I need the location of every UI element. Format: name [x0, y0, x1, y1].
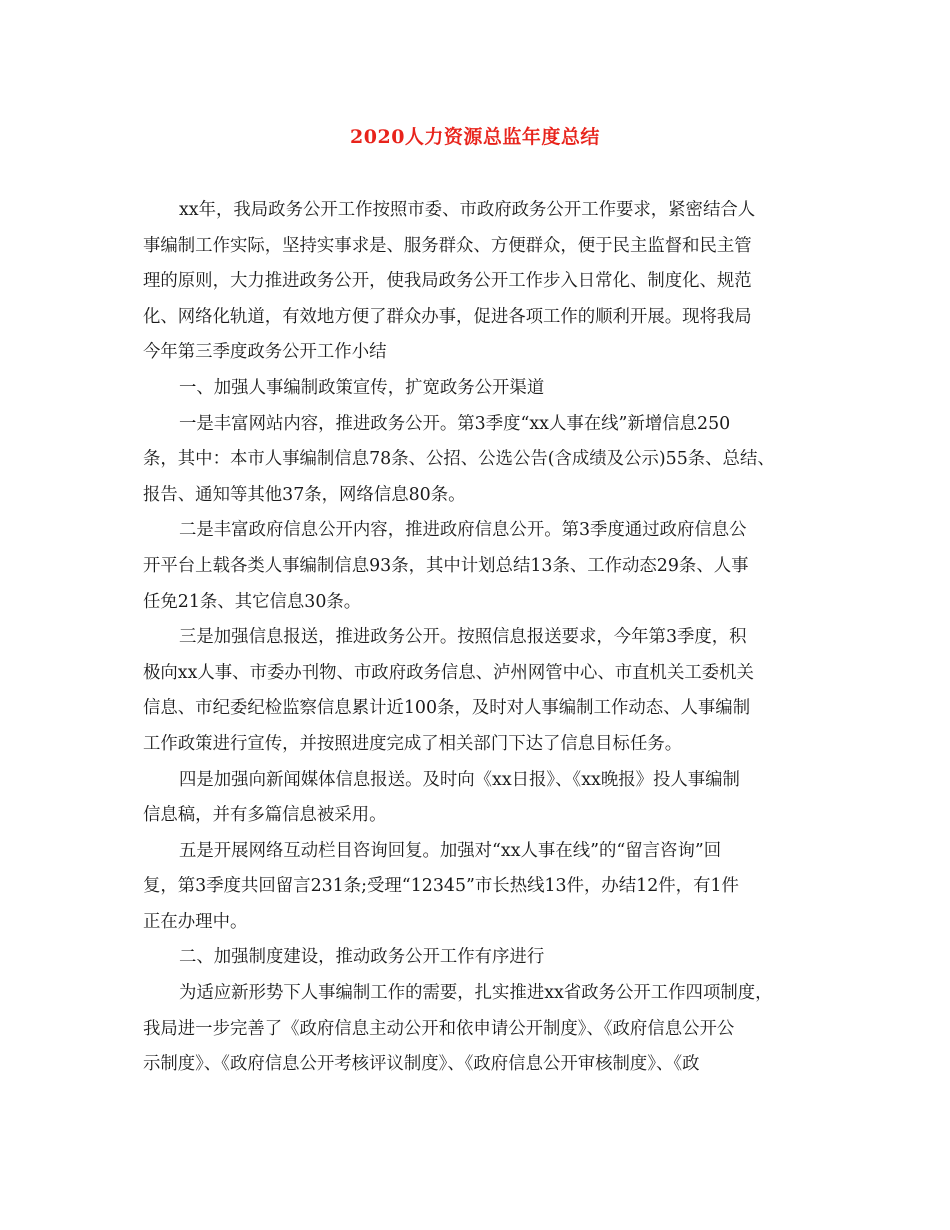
paragraph-line: 信息稿，并有多篇信息被采用。 — [143, 805, 387, 826]
paragraph-line: 二是丰富政府信息公开内容，推进政府信息公开。第3季度通过政府信息公 — [179, 520, 747, 541]
paragraph-line: 我局进一步完善了《政府信息主动公开和依申请公开制度》、《政府信息公开公 — [143, 1018, 735, 1039]
paragraph-line: 报告、通知等其他37条，网络信息80条。 — [143, 484, 466, 505]
paragraph-line: 一、加强人事编制政策宣传，扩宽政务公开渠道 — [179, 377, 545, 398]
paragraph-line: 理的原则，大力推进政务公开，使我局政务公开工作步入日常化、制度化、规范 — [143, 271, 752, 292]
paragraph-line: 一是丰富网站内容，推进政务公开。第3季度“xx人事在线”新增信息250 — [179, 413, 731, 434]
paragraph-line: 条，其中：本市人事编制信息78条、公招、公选公告(含成绩及公示)55条、总结、 — [143, 449, 775, 470]
paragraph-line: 示制度》、《政府信息公开考核评议制度》、《政府信息公开审核制度》、《政 — [143, 1054, 700, 1075]
paragraph-line: 三是加强信息报送，推进政务公开。按照信息报送要求，今年第3季度，积 — [179, 627, 747, 648]
paragraph-line: 为适应新形势下人事编制工作的需要，扎实推进xx省政务公开工作四项制度， — [179, 983, 773, 1004]
paragraph-line: 四是加强向新闻媒体信息报送。及时向《xx日报》、《xx晚报》投人事编制 — [179, 769, 740, 790]
paragraph-line: 正在办理中。 — [143, 911, 248, 932]
paragraph-line: 开平台上载各类人事编制信息93条，其中计划总结13条、工作动态29条、人事 — [143, 555, 749, 576]
paragraph-line: 复，第3季度共回留言231条;受理“12345”市长热线13件，办结12件，有1件 — [143, 876, 739, 897]
document-title: 2020人力资源总监年度总结 — [350, 126, 600, 148]
paragraph-line: 五是开展网络互动栏目咨询回复。加强对“xx人事在线”的“留言咨询”回 — [179, 840, 722, 861]
paragraph-line: 化、网络化轨道，有效地方便了群众办事，促进各项工作的顺利开展。现将我局 — [143, 306, 752, 327]
paragraph-line: 工作政策进行宣传，并按照进度完成了相关部门下达了信息目标任务。 — [143, 733, 683, 754]
paragraph-line: 信息、市纪委纪检监察信息累计近100条，及时对人事编制工作动态、人事编制 — [143, 698, 751, 719]
document-body — [143, 193, 803, 1083]
paragraph-line: 任免21条、其它信息30条。 — [143, 591, 362, 612]
paragraph-line: 二、加强制度建设，推动政务公开工作有序进行 — [179, 947, 545, 968]
paragraph-line: 事编制工作实际，坚持实事求是、服务群众、方便群众，便于民主监督和民主管 — [143, 235, 752, 256]
paragraph-line: xx年，我局政务公开工作按照市委、市政府政务公开工作要求，紧密结合人 — [179, 200, 756, 220]
paragraph-line: 极向xx人事、市委办刊物、市政府政务信息、泸州网管中心、市直机关工委机关 — [143, 662, 754, 683]
paragraph-line: 今年第三季度政务公开工作小结 — [143, 342, 387, 363]
